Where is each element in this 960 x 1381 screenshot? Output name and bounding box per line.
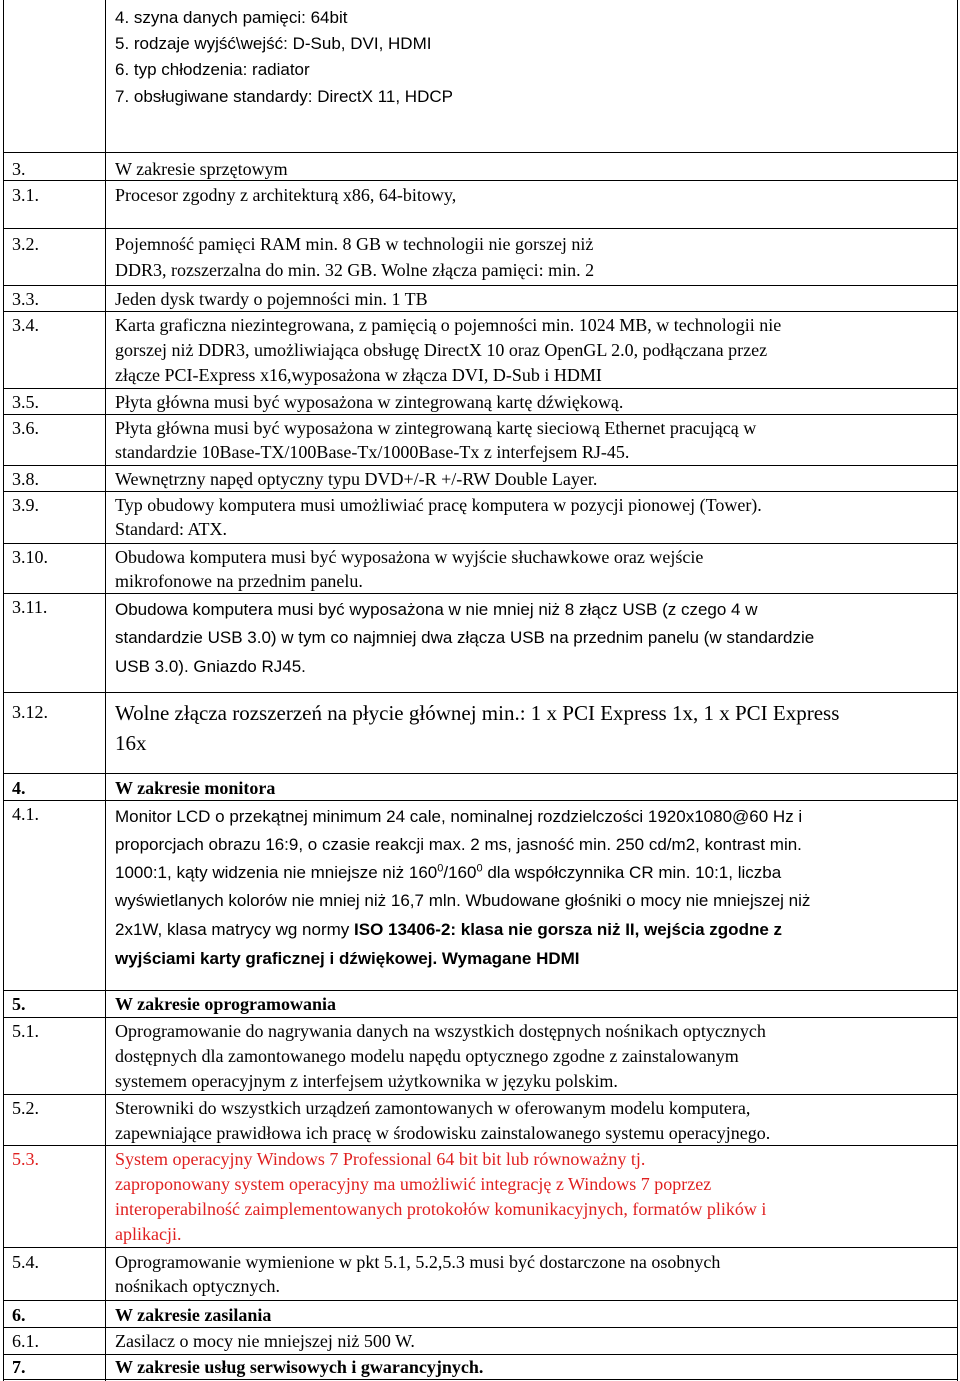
row-text: Sterowniki do wszystkich urządzeń zamontowanych w oferowanym modelu komputera, bbox=[115, 1098, 751, 1118]
row-number: 3.10. bbox=[12, 547, 48, 567]
row-number: 3.12. bbox=[12, 702, 48, 722]
list-item: 4. szyna danych pamięci: 64bit bbox=[115, 8, 348, 27]
row-divider bbox=[3, 990, 958, 991]
row-text: Obudowa komputera musi być wyposażona w nie mniej niż 8 złącz USB (z czego 4 w bbox=[115, 600, 758, 619]
row-text: standardzie 10Base-TX/100Base-Tx/1000Base-Tx z interfejsem RJ-45. bbox=[115, 442, 630, 462]
row-divider bbox=[3, 285, 958, 286]
section-title: W zakresie zasilania bbox=[115, 1305, 272, 1325]
row-text: Obudowa komputera musi być wyposażona w wyjście słuchawkowe oraz wejście bbox=[115, 547, 704, 567]
row-number: 5.2. bbox=[12, 1098, 39, 1118]
list-item: 6. typ chłodzenia: radiator bbox=[115, 60, 310, 79]
row-number: 4.1. bbox=[12, 804, 39, 824]
row-text: DDR3, rozszerzalna do min. 32 GB. Wolne złącza pamięci: min. 2 bbox=[115, 260, 595, 280]
row-divider bbox=[3, 152, 958, 153]
row-divider bbox=[3, 1017, 958, 1018]
row-text: Płyta główna musi być wyposażona w zintegrowaną kartę sieciową Ethernet pracującą w bbox=[115, 418, 757, 438]
row-text: 1000:1, kąty widzenia nie mniejsze niż $160^0/160^0$ dla współczynnika CR min. 10:1, liczba bbox=[115, 862, 782, 882]
table-right-border bbox=[957, 0, 958, 1381]
row-text: dostępnych dla zamontowanego modelu napędu optycznego zgodne z zainstalowanym bbox=[115, 1046, 739, 1066]
row-text: systemem operacyjnym z interfejsem użytkownika w języku polskim. bbox=[115, 1071, 618, 1091]
table-left-border bbox=[3, 0, 4, 1381]
row-number: 3.1. bbox=[12, 185, 39, 205]
row-divider bbox=[3, 543, 958, 544]
row-text: Procesor zgodny z architekturą x86, 64-bitowy, bbox=[115, 185, 457, 205]
row-text: Wolne złącza rozszerzeń na płycie głównej min.: 1 x PCI Express 1x, 1 x PCI Express bbox=[115, 701, 840, 725]
row-text: Standard: ATX. bbox=[115, 519, 227, 539]
row-text: interoperabilność zaimplementowanych protokołów komunikacyjnych, formatów plików i bbox=[115, 1199, 767, 1219]
row-text: Monitor LCD o przekątnej minimum 24 cale, nominalnej rozdzielczości 1920x1080@60 Hz i bbox=[115, 807, 803, 826]
row-number: 3.2. bbox=[12, 234, 39, 254]
row-text: Typ obudowy komputera musi umożliwiać pracę komputera w pozycji pionowej (Tower). bbox=[115, 495, 762, 515]
row-number: 3.3. bbox=[12, 289, 39, 309]
row-divider bbox=[3, 692, 958, 693]
row-text: System operacyjny Windows 7 Professional 64 bit bit lub równoważny tj. bbox=[115, 1149, 646, 1169]
row-number: 3.8. bbox=[12, 469, 39, 489]
row-text: Karta graficzna niezintegrowana, z pamięcią o pojemności min. 1024 MB, w technologii nie bbox=[115, 315, 782, 335]
row-number: 5.3. bbox=[12, 1149, 39, 1169]
row-divider bbox=[3, 1300, 958, 1301]
section-number: 3. bbox=[12, 159, 26, 179]
section-number: 4. bbox=[12, 778, 26, 798]
row-divider bbox=[3, 1094, 958, 1095]
row-text: Pojemność pamięci RAM min. 8 GB w technologii nie gorszej niż bbox=[115, 234, 594, 254]
row-text: proporcjach obrazu 16:9, o czasie reakcji max. 2 ms, jasność min. 250 cd/m2, kontrast min. bbox=[115, 835, 802, 854]
row-text: Jeden dysk twardy o pojemności min. 1 TB bbox=[115, 289, 428, 309]
section-title: W zakresie monitora bbox=[115, 778, 276, 798]
section-title: W zakresie sprzętowym bbox=[115, 159, 288, 179]
row-text: zapewniające prawidłowa ich pracę w środowisku zainstalowanego systemu operacyjnego. bbox=[115, 1123, 771, 1143]
row-text: Zasilacz o mocy nie mniejszej niż 500 W. bbox=[115, 1331, 415, 1351]
row-divider bbox=[3, 465, 958, 466]
row-text: mikrofonowe na przednim panelu. bbox=[115, 571, 363, 591]
row-divider bbox=[3, 228, 958, 229]
row-text: Płyta główna musi być wyposażona w zintegrowaną kartę dźwiękową. bbox=[115, 392, 624, 412]
row-number: 3.9. bbox=[12, 495, 39, 515]
row-text: Oprogramowanie wymienione w pkt 5.1, 5.2,5.3 musi być dostarczone na osobnych bbox=[115, 1252, 721, 1272]
list-item: 5. rodzaje wyjść\wejść: D-Sub, DVI, HDMI bbox=[115, 34, 432, 53]
row-number: 3.4. bbox=[12, 315, 39, 335]
row-divider bbox=[3, 388, 958, 389]
row-text: Oprogramowanie do nagrywania danych na wszystkich dostępnych nośnikach optycznych bbox=[115, 1021, 766, 1041]
row-text: aplikacji. bbox=[115, 1224, 182, 1244]
row-number: 3.11. bbox=[12, 597, 48, 617]
table-column-divider bbox=[105, 0, 106, 1381]
row-text: 2x1W, klasa matrycy wg normy ISO 13406-2: klasa nie gorsza niż II, wejścia zgodne z bbox=[115, 920, 783, 939]
row-text: USB 3.0). Gniazdo RJ45. bbox=[115, 657, 306, 676]
row-text: wyświetlanych kolorów nie mniej niż 16,7 mln. Wbudowane głośniki o mocy nie mniejszej niż bbox=[115, 891, 811, 910]
row-text: gorszej niż DDR3, umożliwiająca obsługę DirectX 10 oraz OpenGL 2.0, podłączana przez bbox=[115, 340, 768, 360]
row-text: nośnikach optycznych. bbox=[115, 1276, 280, 1296]
list-item: 7. obsługiwane standardy: DirectX 11, HDCP bbox=[115, 87, 453, 106]
row-text: wyjściami karty graficznej i dźwiękowej. Wymagane HDMI bbox=[115, 949, 580, 968]
row-text: Wewnętrzny napęd optyczny typu DVD+/-R +/-RW Double Layer. bbox=[115, 469, 598, 489]
row-number: 5.4. bbox=[12, 1252, 39, 1272]
row-divider bbox=[3, 773, 958, 774]
section-number: 6. bbox=[12, 1305, 26, 1325]
row-text: złącze PCI-Express x16,wyposażona w złącza DVI, D-Sub i HDMI bbox=[115, 365, 602, 385]
row-number: 3.5. bbox=[12, 392, 39, 412]
row-number: 6.1. bbox=[12, 1331, 39, 1351]
row-text: zaproponowany system operacyjny ma umożliwić integrację z Windows 7 poprzez bbox=[115, 1174, 712, 1194]
section-number: 5. bbox=[12, 994, 26, 1014]
section-number: 7. bbox=[12, 1357, 26, 1377]
row-number: 3.6. bbox=[12, 418, 39, 438]
row-divider bbox=[3, 1247, 958, 1248]
row-text: standardzie USB 3.0) w tym co najmniej dwa złącza USB na przednim panelu (w standardzie bbox=[115, 628, 815, 647]
section-title: W zakresie oprogramowania bbox=[115, 994, 336, 1014]
section-title: W zakresie usług serwisowych i gwarancyjnych. bbox=[115, 1357, 484, 1377]
row-text: 16x bbox=[115, 731, 147, 755]
row-number: 5.1. bbox=[12, 1021, 39, 1041]
